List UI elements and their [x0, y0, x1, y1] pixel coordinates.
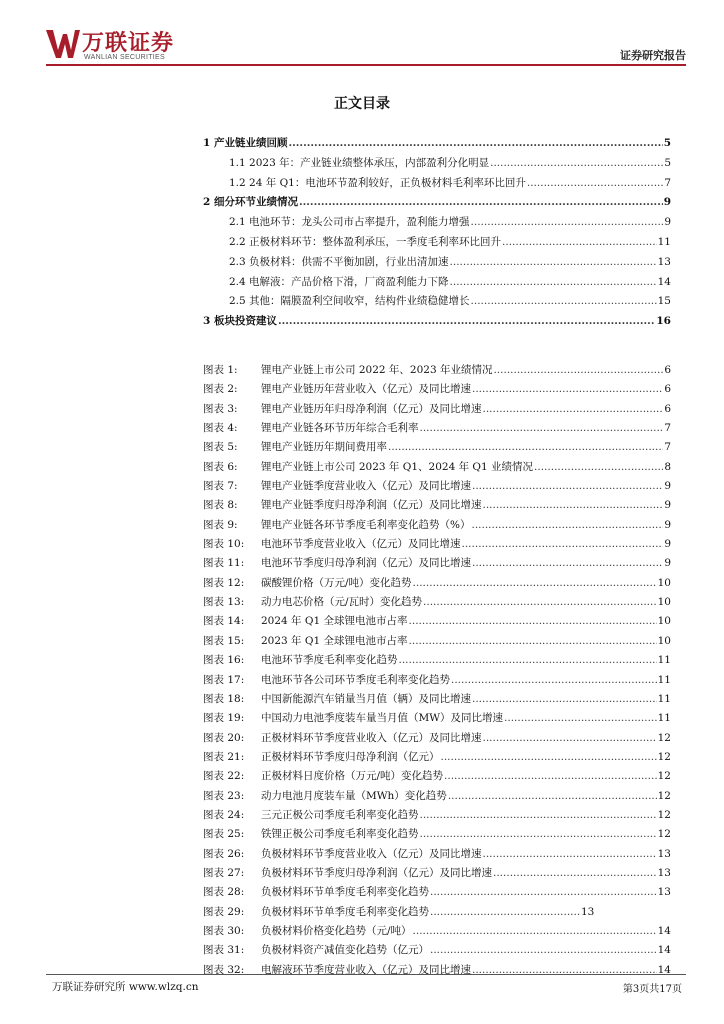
dot-leader: [472, 380, 663, 399]
toc-entry-label: 2.1 电池环节：龙头公司市占率提升，盈利能力增强: [229, 216, 470, 229]
figure-page: 10: [657, 596, 671, 609]
dot-leader: [299, 193, 663, 213]
figure-page: 13: [657, 886, 671, 899]
figure-caption: 正极材料环节季度归母净利润（亿元）: [261, 750, 440, 763]
dot-leader: [471, 516, 663, 535]
figure-caption: 碳酸锂价格（万元/吨）变化趋势: [261, 576, 412, 589]
figure-entry[interactable]: [203, 496, 671, 515]
figure-entry[interactable]: [203, 767, 671, 786]
figure-number: 图表 16:: [203, 654, 245, 667]
toc-entry[interactable]: [203, 292, 671, 312]
figure-page: 6: [664, 383, 671, 396]
footer-page-number: 第3页共17页: [622, 984, 682, 995]
figure-entry[interactable]: [203, 477, 671, 496]
toc-entry[interactable]: [203, 273, 671, 293]
figure-number: 图表 5:: [203, 441, 238, 454]
figure-number: 图表 2:: [203, 383, 238, 396]
dot-leader: [483, 845, 657, 864]
figure-entry[interactable]: [203, 380, 671, 399]
figure-page: 6: [664, 364, 671, 376]
figure-entry[interactable]: [203, 845, 671, 864]
dot-leader: [444, 767, 657, 786]
toc-entry[interactable]: [203, 193, 671, 213]
figure-page: 11: [657, 692, 671, 705]
figure-entry[interactable]: [203, 787, 671, 806]
figure-number: 图表 25:: [203, 828, 245, 841]
header-divider: [46, 64, 686, 66]
dot-leader: [527, 174, 663, 194]
figure-caption: 锂电产业链各环节历年综合毛利率: [261, 422, 419, 435]
figure-number: 图表 10:: [203, 538, 245, 551]
figure-page: 12: [657, 828, 671, 841]
figure-caption: 电池环节各公司环节季度毛利率变化趋势: [261, 673, 450, 686]
figure-caption: 负极材料环节单季度毛利率变化趋势: [261, 905, 429, 918]
figure-caption: 锂电产业链历年期间费用率: [261, 441, 387, 454]
figure-number: 图表 31:: [203, 944, 245, 957]
figure-page: 9: [664, 518, 671, 531]
figure-page: 10: [657, 615, 671, 628]
dot-leader: [278, 312, 655, 332]
figure-page: 12: [657, 789, 671, 802]
figure-number: 图表 1:: [203, 364, 238, 376]
figure-caption: 铁锂正极公司季度毛利率变化趋势: [261, 828, 419, 841]
figure-entry[interactable]: [203, 671, 671, 690]
dot-leader: [483, 496, 664, 515]
figure-number: 图表 13:: [203, 596, 245, 609]
figure-caption: 锂电产业链历年归母净利润（亿元）及同比增速: [261, 402, 482, 415]
figure-number: 图表 27:: [203, 866, 245, 879]
dot-leader: [450, 253, 657, 273]
figure-entry[interactable]: [203, 961, 671, 980]
figure-entry[interactable]: [203, 690, 671, 709]
figure-number: 图表 9:: [203, 518, 238, 531]
figure-caption: 中国动力电池季度装车量当月值（MW）及同比增速: [261, 712, 504, 725]
figure-caption: 锂电产业链季度归母净利润（亿元）及同比增速: [261, 499, 482, 512]
figure-number: 图表 29:: [203, 905, 245, 918]
figure-page: 8: [664, 460, 671, 473]
dot-leader: [483, 400, 664, 419]
report-type-label: 证券研究报告: [620, 49, 686, 62]
figure-entry[interactable]: [203, 612, 671, 631]
figure-entry[interactable]: [203, 883, 671, 902]
figure-number: 图表 20:: [203, 731, 245, 744]
dot-leader: [448, 787, 657, 806]
figure-caption: 锂电产业链上市公司 2022 年、2023 年业绩情况: [261, 364, 493, 376]
dot-leader: [450, 273, 657, 293]
page-title: 正文目录: [334, 96, 390, 112]
figure-number: 图表 11:: [203, 557, 245, 570]
figure-entry[interactable]: [203, 458, 671, 477]
figure-entry[interactable]: [203, 419, 671, 438]
toc-entry-page: 5: [664, 156, 671, 169]
figure-number: 图表 18:: [203, 692, 245, 705]
figure-caption: 三元正极公司季度毛利率变化趋势: [261, 808, 419, 821]
toc-entry[interactable]: [203, 213, 671, 233]
toc-entry-label: 2 细分环节业绩情况: [203, 196, 298, 209]
figure-page: 6: [664, 402, 671, 415]
figure-caption: 电池环节季度归母净利润（亿元）及同比增速: [261, 557, 471, 570]
toc-entry-page: 14: [657, 275, 671, 288]
figure-number: 图表 28:: [203, 886, 245, 899]
dot-leader: [441, 748, 657, 767]
dot-leader: [413, 574, 657, 593]
toc-entry[interactable]: [203, 233, 671, 253]
figure-caption: 正极材料日度价格（万元/吨）变化趋势: [261, 770, 444, 783]
dot-leader: [430, 903, 580, 922]
figure-caption: 电解液环节季度营业收入（亿元）及同比增速: [261, 963, 471, 976]
logo-main-text: 万联证券: [82, 31, 175, 56]
dot-leader: [472, 477, 663, 496]
toc-entry-label: 2.2 正极材料环节：整体盈利承压，一季度毛利率环比回升: [229, 235, 502, 248]
footer-divider: [46, 974, 686, 975]
figure-number: 图表 22:: [203, 770, 245, 783]
figure-page: 7: [664, 422, 671, 435]
figure-page: 14: [657, 963, 671, 976]
figure-caption: 负极材料环节单季度毛利率变化趋势: [261, 886, 429, 899]
figure-number: 图表 24:: [203, 808, 245, 821]
dot-leader: [504, 709, 657, 728]
figure-entry[interactable]: [203, 864, 671, 883]
figure-entry[interactable]: [203, 593, 671, 612]
toc-entry-label: 2.4 电解液：产品价格下滑，厂商盈利能力下降: [229, 275, 449, 288]
figure-page: 13: [657, 866, 671, 879]
figure-page: 12: [657, 808, 671, 821]
figure-page: 10: [657, 576, 671, 589]
dot-leader: [534, 458, 663, 477]
figure-page: 12: [657, 731, 671, 744]
toc-entry-page: 15: [657, 295, 671, 308]
figure-number: 图表 15:: [203, 634, 245, 647]
figure-number: 图表 23:: [203, 789, 245, 802]
toc-entry-page: 5: [663, 137, 671, 149]
figure-number: 图表 26:: [203, 847, 245, 860]
figure-caption: 动力电池月度装车量（MWh）变化趋势: [261, 789, 447, 802]
figure-entry[interactable]: [203, 361, 671, 380]
figure-entry[interactable]: [203, 806, 671, 825]
figure-entry[interactable]: [203, 748, 671, 767]
toc-entry[interactable]: [203, 253, 671, 273]
figure-number: 图表 14:: [203, 615, 245, 628]
figure-entry[interactable]: [203, 941, 671, 960]
dot-leader: [420, 825, 657, 844]
dot-leader: [413, 922, 657, 941]
figure-caption: 锂电产业链季度营业收入（亿元）及同比增速: [261, 480, 471, 493]
figure-number: 图表 21:: [203, 750, 245, 763]
figure-caption: 锂电产业链历年营业收入（亿元）及同比增速: [261, 383, 471, 396]
toc-entry-page: 11: [657, 235, 671, 248]
dot-leader: [451, 671, 657, 690]
figure-page: 12: [657, 750, 671, 763]
figure-caption: 负极材料环节季度营业收入（亿元）及同比增速: [261, 847, 482, 860]
footer-source: 万联证券研究所 www.wlzq.cn: [52, 981, 199, 993]
dot-leader: [420, 419, 664, 438]
toc-entry[interactable]: [203, 174, 671, 194]
figure-caption: 负极材料资产减值变化趋势（亿元）: [261, 944, 429, 957]
figure-entry[interactable]: [203, 535, 671, 554]
toc-entry-page: 9: [664, 216, 671, 229]
figure-number: 图表 7:: [203, 480, 238, 493]
toc-entry-label: 2.5 其他：隔膜盈利空间收窄，结构件业绩稳健增长: [229, 295, 470, 308]
figure-caption: 电池环节季度毛利率变化趋势: [261, 654, 398, 667]
figure-entry[interactable]: [203, 903, 671, 922]
figure-number: 图表 30:: [203, 924, 245, 937]
figure-entry[interactable]: [203, 516, 671, 535]
figure-page: 9: [664, 557, 671, 570]
toc-entry-label: 1.1 2023 年：产业链业绩整体承压，内部盈利分化明显: [229, 156, 490, 169]
figure-page: 13: [581, 905, 595, 918]
figure-caption: 负极材料价格变化趋势（元/吨）: [261, 924, 412, 937]
figure-number: 图表 3:: [203, 402, 238, 415]
figure-page: 9: [664, 480, 671, 493]
figure-number: 图表 4:: [203, 422, 238, 435]
dot-leader: [472, 554, 663, 573]
toc-entry-page: 13: [657, 255, 671, 268]
toc-entry-page: 7: [664, 176, 671, 189]
dot-leader: [409, 612, 657, 631]
toc-entry-page: 16: [656, 315, 671, 328]
figure-caption: 2023 年 Q1 全球锂电池市占率: [261, 634, 408, 647]
figure-page: 14: [657, 924, 671, 937]
dot-leader: [502, 233, 657, 253]
figure-page: 11: [657, 712, 671, 725]
figure-entry[interactable]: [203, 554, 671, 573]
dot-leader: [430, 941, 657, 960]
figure-page: 11: [657, 673, 671, 686]
figure-entry[interactable]: [203, 825, 671, 844]
dot-leader: [409, 632, 657, 651]
figure-number: 图表 12:: [203, 576, 245, 589]
figure-number: 图表 19:: [203, 712, 245, 725]
figure-caption: 正极材料环节季度营业收入（亿元）及同比增速: [261, 731, 482, 744]
figure-caption: 2024 年 Q1 全球锂电池市占率: [261, 615, 408, 628]
toc-entry-label: 3 板块投资建议: [203, 315, 277, 328]
dot-leader: [462, 535, 664, 554]
figure-page: 13: [657, 847, 671, 860]
dot-leader: [472, 690, 657, 709]
figure-entry[interactable]: [203, 400, 671, 419]
table-of-contents: [203, 134, 671, 332]
figure-page: 9: [664, 538, 671, 551]
figure-page: 11: [657, 654, 671, 667]
dot-leader: [288, 134, 662, 154]
figure-number: 图表 32:: [203, 963, 245, 976]
figure-entry[interactable]: [203, 438, 671, 457]
dot-leader: [493, 864, 657, 883]
dot-leader: [493, 361, 663, 380]
dot-leader: [388, 438, 663, 457]
figure-number: 图表 6:: [203, 460, 238, 473]
figure-number: 图表 17:: [203, 673, 245, 686]
toc-entry-label: 2.3 负极材料：供需不平衡加剧，行业出清加速: [229, 255, 449, 268]
figure-entry[interactable]: [203, 729, 671, 748]
dot-leader: [490, 154, 663, 174]
figure-entry[interactable]: [203, 651, 671, 670]
dot-leader: [471, 292, 657, 312]
toc-entry[interactable]: [203, 154, 671, 174]
logo-mark-icon: [46, 28, 80, 60]
toc-entry-label: 1 产业链业绩回顾: [203, 137, 288, 149]
figure-entry[interactable]: [203, 709, 671, 728]
dot-leader: [471, 213, 664, 233]
figure-caption: 动力电芯价格（元/瓦时）变化趋势: [261, 596, 423, 609]
dot-leader: [483, 729, 657, 748]
dot-leader: [472, 961, 657, 980]
figure-caption: 中国新能源汽车销量当月值（辆）及同比增速: [261, 692, 471, 705]
figure-page: 14: [657, 944, 671, 957]
dot-leader: [399, 651, 657, 670]
page-header: [0, 0, 724, 70]
dot-leader: [420, 806, 657, 825]
figure-caption: 锂电产业链上市公司 2023 年 Q1、2024 年 Q1 业绩情况: [261, 460, 534, 473]
dot-leader: [423, 593, 657, 612]
figure-caption: 锂电产业链各环节季度毛利率变化趋势（%）: [261, 518, 471, 531]
toc-entry-label: 1.2 24 年 Q1：电池环节盈利较好，正负极材料毛利率环比回升: [229, 176, 526, 189]
toc-entry[interactable]: [203, 312, 671, 332]
figure-page: 7: [664, 441, 671, 454]
figure-number: 图表 8:: [203, 499, 238, 512]
figure-entry[interactable]: [203, 574, 671, 593]
toc-entry-page: 9: [663, 196, 671, 209]
toc-entry[interactable]: [203, 134, 671, 154]
logo-sub-text: WANLIAN SECURITIES: [84, 54, 165, 61]
figure-caption: 负极材料环节季度归母净利润（亿元）及同比增速: [261, 866, 492, 879]
figure-entry[interactable]: [203, 922, 671, 941]
figure-caption: 电池环节季度营业收入（亿元）及同比增速: [261, 538, 461, 551]
figure-entry[interactable]: [203, 632, 671, 651]
figure-index: [203, 361, 671, 980]
figure-page: 9: [664, 499, 671, 512]
figure-page: 12: [657, 770, 671, 783]
figure-page: 10: [657, 634, 671, 647]
dot-leader: [430, 883, 657, 902]
